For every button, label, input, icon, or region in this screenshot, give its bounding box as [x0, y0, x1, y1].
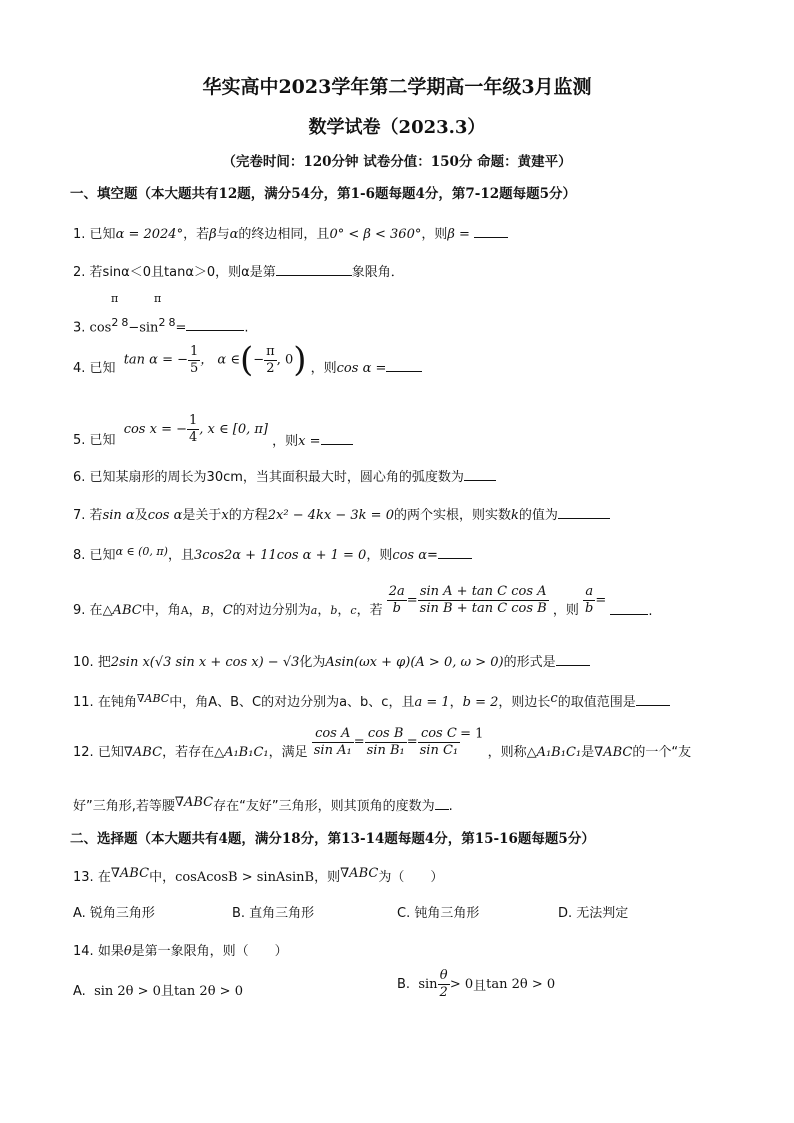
question-9: 9. 在△ABC中，角A，B，C的对边分别为a，b，c，若 $\frac{2a}{b}$ = $\frac{\text{sin A + tan C cos A}}{\text{sin B + tan C cos B}}$ ，则 $\frac{a}{b}$ = . — [73, 584, 653, 619]
question-3: 3. $\cos^2 ^8-\sin^2$ $^8$= . — [73, 316, 249, 336]
question-12-continued: 好”三角形,若等腰∇ABC存在“友好”三角形，则其顶角的度数为 . — [73, 795, 453, 814]
answer-blank — [610, 600, 648, 615]
section2-heading: 二、选择题（本大题共有4题，满分18分，第13-14题每题4分，第15-16题每题5分） — [70, 831, 595, 847]
q12-fraction-b: $\frac{\text{cos B}}{\text{sin B₁}}$ — [366, 725, 405, 758]
answer-blank — [276, 261, 352, 276]
question-14: 14. 如果θ是第一象限角，则（ ） — [73, 944, 288, 959]
q4-fraction: $\frac{1}{5}$ — [190, 343, 199, 376]
answer-blank — [438, 544, 472, 559]
answer-blank — [556, 651, 590, 666]
question-10: 10. 把2sin x(√3 sin x + cos x) − √3化为Asin(ωx + φ)(A > 0, ω > 0)的形式是 — [73, 651, 590, 672]
answer-blank — [435, 795, 449, 810]
q14-option-a[interactable]: A. sin 2θ > 0且tan 2θ > 0 — [73, 984, 243, 999]
answer-blank — [474, 223, 508, 238]
q9-fraction-left: $\frac{2a}{b}$ — [388, 584, 405, 616]
question-5: 5. 已知 cos x = − $\frac{1}{4}$ , x ∈ [0, π] ，则x = — [73, 408, 353, 451]
question-7: 7. 若sin α及cos α是关于x的方程2x² − 4kx − 3k = 0的两个实根，则实数k的值为 — [73, 504, 610, 525]
answer-blank — [636, 691, 670, 706]
question-11: 11. 在钝角$^{\nabla ABC}$中，角A、B、C的对边分别为a、b、c，且a = 1，b = 2，则边长c的取值范围是 — [73, 690, 670, 712]
question-8: 8. 已知$^{\alpha \in (0, \pi)}$，且3cos2α + 11cos α + 1 = 0，则cos α= — [73, 543, 472, 565]
exam-info: （完卷时间：120分钟 试卷分值：150分 命题：黄建平） — [222, 154, 572, 170]
question-2: 2. 若sinα＜0且tanα＞0，则α是第 象限角． — [73, 261, 404, 282]
answer-blank — [558, 504, 610, 519]
q5-fraction: $\frac{1}{4}$ — [189, 413, 198, 445]
question-12: 12. 已知∇ABC，若存在△A₁B₁C₁，满足 $\frac{\text{cos A}}{\text{sin A₁}}$ = $\frac{\text{cos B}}{\text{sin B₁}}$ = $\frac{\text{cos C}}{\text{sin C₁}}$ = 1 ，则称△A₁B₁C₁是∇ABC的一个“友 — [73, 725, 692, 760]
q14-option-b[interactable]: B. sin $\frac{\theta}{2}$ > 0且tan 2θ > 0 — [397, 968, 556, 1000]
q13-option-a[interactable]: A. 锐角三角形 — [73, 906, 155, 921]
question-1: 1. 已知α = 2024°，若β与α的终边相同，且0° < β < 360°，则β = — [73, 223, 508, 244]
question-13: 13. 在∇ABC中，cosAcosB > sinAsinB，则∇ABC为（ ） — [73, 866, 444, 885]
q13-option-b[interactable]: B. 直角三角形 — [232, 906, 315, 921]
answer-blank — [464, 466, 496, 481]
exam-title: 华实高中2023学年第二学期高一年级3月监测 — [202, 76, 592, 98]
q12-fraction-c: $\frac{\text{cos C}}{\text{sin C₁}}$ — [419, 725, 459, 758]
q13-option-d[interactable]: D. 无法判定 — [558, 906, 629, 921]
answer-blank — [186, 316, 244, 331]
q12-fraction-a: $\frac{\text{cos A}}{\text{sin A₁}}$ — [313, 725, 352, 758]
q9-fraction-answer: $\frac{a}{b}$ — [585, 584, 594, 616]
section1-heading: 一、填空题（本大题共有12题，满分54分，第1-6题每题4分，第7-12题每题5分） — [70, 186, 577, 202]
q4-pi-fraction: $\frac{\pi}{2}$ — [266, 343, 275, 376]
q3-exp2-pi: π — [154, 292, 162, 305]
q14-half-theta-fraction: $\frac{\theta}{2}$ — [439, 968, 448, 1000]
exam-subtitle: 数学试卷（2023.3） — [308, 117, 486, 138]
question-4: 4. 已知 tan α = − $\frac{1}{5}$ ， α ∈(− $\frac{\pi}{2}$ , 0) ，则cos α = — [73, 342, 422, 378]
q13-option-c[interactable]: C. 钝角三角形 — [397, 906, 480, 921]
q3-exp1-pi: π — [111, 292, 119, 305]
answer-blank — [321, 430, 353, 445]
answer-blank — [386, 357, 422, 372]
question-6: 6. 已知某扇形的周长为30cm，当其面积最大时，圆心角的弧度数为 — [73, 466, 496, 487]
q9-fraction-right: $\frac{\text{sin A + tan C cos A}}{\text{sin B + tan C cos B}}$ — [419, 584, 547, 616]
